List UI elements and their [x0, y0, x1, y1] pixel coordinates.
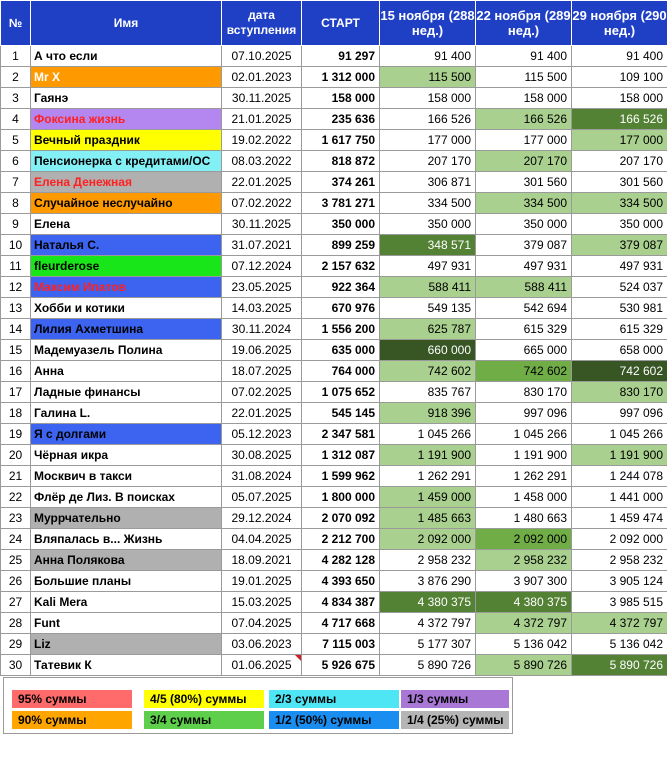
- table-row: [1, 529, 667, 550]
- row-number[interactable]: 4: [1, 109, 31, 130]
- row-number[interactable]: 23: [1, 508, 31, 529]
- participant-name[interactable]: fleurderose: [31, 256, 222, 277]
- row-number[interactable]: 21: [1, 466, 31, 487]
- week-1-value[interactable]: 3 876 290: [380, 571, 476, 592]
- week-2-value[interactable]: 379 087: [476, 235, 572, 256]
- week-3-value[interactable]: 177 000: [572, 130, 667, 151]
- header-week-1[interactable]: 15 ноября (288 нед.): [380, 1, 476, 46]
- start-amount[interactable]: 2 347 581: [302, 424, 380, 445]
- row-number[interactable]: 9: [1, 214, 31, 235]
- week-2-value[interactable]: 665 000: [476, 340, 572, 361]
- row-number[interactable]: 12: [1, 277, 31, 298]
- week-1-value[interactable]: 334 500: [380, 193, 476, 214]
- row-number[interactable]: 24: [1, 529, 31, 550]
- header-row: [1, 1, 667, 46]
- week-3-value[interactable]: 658 000: [572, 340, 667, 361]
- table-row: [1, 214, 667, 235]
- participant-name[interactable]: Я с долгами: [31, 424, 222, 445]
- week-1-value[interactable]: 660 000: [380, 340, 476, 361]
- join-date[interactable]: 30.11.2025: [222, 214, 302, 235]
- participant-name[interactable]: Mr X: [31, 67, 222, 88]
- start-amount[interactable]: 1 800 000: [302, 487, 380, 508]
- week-2-value[interactable]: 177 000: [476, 130, 572, 151]
- participant-name[interactable]: Мадемуазель Полина: [31, 340, 222, 361]
- week-3-value[interactable]: 207 170: [572, 151, 667, 172]
- week-1-value[interactable]: 497 931: [380, 256, 476, 277]
- week-2-value[interactable]: 1 458 000: [476, 487, 572, 508]
- week-1-value[interactable]: 1 459 000: [380, 487, 476, 508]
- start-amount[interactable]: 91 297: [302, 46, 380, 67]
- participant-name[interactable]: Флёр де Лиз. В поисках: [31, 487, 222, 508]
- week-1-value[interactable]: 4 372 797: [380, 613, 476, 634]
- week-3-value[interactable]: 109 100: [572, 67, 667, 88]
- week-1-value[interactable]: 348 571: [380, 235, 476, 256]
- table-row: [1, 319, 667, 340]
- week-2-value[interactable]: 350 000: [476, 214, 572, 235]
- table-row: [1, 382, 667, 403]
- legend-item: 1/4 (25%) суммы: [401, 711, 509, 729]
- start-amount[interactable]: 545 145: [302, 403, 380, 424]
- start-amount[interactable]: 1 312 000: [302, 67, 380, 88]
- participant-name[interactable]: Kali Mera: [31, 592, 222, 613]
- row-number[interactable]: 13: [1, 298, 31, 319]
- legend-item: 1/3 суммы: [401, 690, 509, 708]
- week-1-value[interactable]: 91 400: [380, 46, 476, 67]
- start-amount[interactable]: 3 781 271: [302, 193, 380, 214]
- week-2-value[interactable]: 2 958 232: [476, 550, 572, 571]
- join-date[interactable]: 30.11.2024: [222, 319, 302, 340]
- table-row: [1, 424, 667, 445]
- header-start[interactable]: СТАРТ: [302, 1, 380, 46]
- start-amount[interactable]: 235 636: [302, 109, 380, 130]
- row-number[interactable]: 1: [1, 46, 31, 67]
- start-amount[interactable]: 2 212 700: [302, 529, 380, 550]
- start-amount[interactable]: 4 834 387: [302, 592, 380, 613]
- week-1-value[interactable]: 207 170: [380, 151, 476, 172]
- week-3-value[interactable]: 524 037: [572, 277, 667, 298]
- week-2-value[interactable]: 588 411: [476, 277, 572, 298]
- table-row: [1, 403, 667, 424]
- week-2-value[interactable]: 497 931: [476, 256, 572, 277]
- join-date[interactable]: 01.06.2025: [222, 655, 302, 676]
- week-3-value[interactable]: 334 500: [572, 193, 667, 214]
- join-date[interactable]: 19.02.2022: [222, 130, 302, 151]
- week-2-value[interactable]: 115 500: [476, 67, 572, 88]
- table-row: [1, 130, 667, 151]
- participant-name[interactable]: Гаянэ: [31, 88, 222, 109]
- week-1-value[interactable]: 918 396: [380, 403, 476, 424]
- week-3-value[interactable]: 742 602: [572, 361, 667, 382]
- week-3-value[interactable]: 4 372 797: [572, 613, 667, 634]
- week-1-value[interactable]: 588 411: [380, 277, 476, 298]
- week-3-value[interactable]: 530 981: [572, 298, 667, 319]
- join-date[interactable]: 23.05.2025: [222, 277, 302, 298]
- week-2-value[interactable]: 615 329: [476, 319, 572, 340]
- join-date[interactable]: 30.11.2025: [222, 88, 302, 109]
- table-row: [1, 193, 667, 214]
- row-number[interactable]: 18: [1, 403, 31, 424]
- participant-name[interactable]: Фоксина жизнь: [31, 109, 222, 130]
- start-amount[interactable]: 7 115 003: [302, 634, 380, 655]
- week-1-value[interactable]: 177 000: [380, 130, 476, 151]
- join-date[interactable]: 31.07.2021: [222, 235, 302, 256]
- week-1-value[interactable]: 158 000: [380, 88, 476, 109]
- week-1-value[interactable]: 4 380 375: [380, 592, 476, 613]
- week-3-value[interactable]: 379 087: [572, 235, 667, 256]
- legend-item: 95% суммы: [12, 690, 132, 708]
- start-amount[interactable]: 764 000: [302, 361, 380, 382]
- table-row: [1, 151, 667, 172]
- week-1-value[interactable]: 1 485 663: [380, 508, 476, 529]
- join-date[interactable]: 07.02.2022: [222, 193, 302, 214]
- week-3-value[interactable]: 615 329: [572, 319, 667, 340]
- table-row: [1, 571, 667, 592]
- week-1-value[interactable]: 115 500: [380, 67, 476, 88]
- participant-name[interactable]: Муррчательно: [31, 508, 222, 529]
- header-week-2[interactable]: 22 ноября (289 нед.): [476, 1, 572, 46]
- join-date[interactable]: 30.08.2025: [222, 445, 302, 466]
- legend-item: 3/4 суммы: [144, 711, 264, 729]
- header-name[interactable]: Имя: [31, 1, 222, 46]
- table-row: [1, 172, 667, 193]
- week-2-value[interactable]: 4 372 797: [476, 613, 572, 634]
- week-3-value[interactable]: 166 526: [572, 109, 667, 130]
- participant-name[interactable]: Анна Полякова: [31, 550, 222, 571]
- table-row: [1, 466, 667, 487]
- week-3-value[interactable]: 1 045 266: [572, 424, 667, 445]
- week-1-value[interactable]: 835 767: [380, 382, 476, 403]
- week-1-value[interactable]: 306 871: [380, 172, 476, 193]
- week-3-value[interactable]: 3 985 515: [572, 592, 667, 613]
- table-row: [1, 487, 667, 508]
- week-3-value[interactable]: 2 092 000: [572, 529, 667, 550]
- join-date[interactable]: 15.03.2025: [222, 592, 302, 613]
- participant-name[interactable]: Liz: [31, 634, 222, 655]
- row-number[interactable]: 3: [1, 88, 31, 109]
- header-date[interactable]: дата вступления: [222, 1, 302, 46]
- join-date[interactable]: 22.01.2025: [222, 403, 302, 424]
- participant-name[interactable]: Чёрная икра: [31, 445, 222, 466]
- row-number[interactable]: 16: [1, 361, 31, 382]
- week-3-value[interactable]: 1 191 900: [572, 445, 667, 466]
- participant-name[interactable]: Лилия Ахметшина: [31, 319, 222, 340]
- row-number[interactable]: 14: [1, 319, 31, 340]
- week-2-value[interactable]: 3 907 300: [476, 571, 572, 592]
- participant-name[interactable]: Funt: [31, 613, 222, 634]
- start-amount[interactable]: 635 000: [302, 340, 380, 361]
- week-3-value[interactable]: 497 931: [572, 256, 667, 277]
- join-date[interactable]: 31.08.2024: [222, 466, 302, 487]
- week-2-value[interactable]: 301 560: [476, 172, 572, 193]
- start-amount[interactable]: 1 599 962: [302, 466, 380, 487]
- week-3-value[interactable]: 1 244 078: [572, 466, 667, 487]
- participant-name[interactable]: Татевик К: [31, 655, 222, 676]
- join-date[interactable]: 29.12.2024: [222, 508, 302, 529]
- participant-name[interactable]: Хобби и котики: [31, 298, 222, 319]
- join-date[interactable]: 05.07.2025: [222, 487, 302, 508]
- start-amount[interactable]: 158 000: [302, 88, 380, 109]
- table-row: [1, 655, 667, 676]
- week-1-value[interactable]: 549 135: [380, 298, 476, 319]
- week-2-value[interactable]: 997 096: [476, 403, 572, 424]
- week-2-value[interactable]: 2 092 000: [476, 529, 572, 550]
- start-amount[interactable]: 670 976: [302, 298, 380, 319]
- row-number[interactable]: 27: [1, 592, 31, 613]
- start-amount[interactable]: 4 393 650: [302, 571, 380, 592]
- start-amount[interactable]: 2 157 632: [302, 256, 380, 277]
- join-date[interactable]: 18.07.2025: [222, 361, 302, 382]
- week-1-value[interactable]: 5 177 307: [380, 634, 476, 655]
- week-3-value[interactable]: 1 459 474: [572, 508, 667, 529]
- week-2-value[interactable]: 1 480 663: [476, 508, 572, 529]
- table-row: [1, 46, 667, 67]
- week-1-value[interactable]: 1 262 291: [380, 466, 476, 487]
- week-2-value[interactable]: 542 694: [476, 298, 572, 319]
- row-number[interactable]: 28: [1, 613, 31, 634]
- week-2-value[interactable]: 158 000: [476, 88, 572, 109]
- week-2-value[interactable]: 5 890 726: [476, 655, 572, 676]
- row-number[interactable]: 15: [1, 340, 31, 361]
- join-date[interactable]: 14.03.2025: [222, 298, 302, 319]
- week-2-value[interactable]: 334 500: [476, 193, 572, 214]
- row-number[interactable]: 17: [1, 382, 31, 403]
- participant-name[interactable]: Случайное неслучайно: [31, 193, 222, 214]
- row-number[interactable]: 29: [1, 634, 31, 655]
- table-row: [1, 361, 667, 382]
- table-row: [1, 340, 667, 361]
- row-number[interactable]: 22: [1, 487, 31, 508]
- join-date[interactable]: 07.04.2025: [222, 613, 302, 634]
- join-date[interactable]: 21.01.2025: [222, 109, 302, 130]
- week-2-value[interactable]: 5 136 042: [476, 634, 572, 655]
- legend-item: 4/5 (80%) суммы: [144, 690, 264, 708]
- start-amount[interactable]: 1 617 750: [302, 130, 380, 151]
- join-date[interactable]: 18.09.2021: [222, 550, 302, 571]
- row-number[interactable]: 26: [1, 571, 31, 592]
- start-amount[interactable]: 899 259: [302, 235, 380, 256]
- week-3-value[interactable]: 350 000: [572, 214, 667, 235]
- join-date[interactable]: 19.01.2025: [222, 571, 302, 592]
- week-2-value[interactable]: 4 380 375: [476, 592, 572, 613]
- color-legend: [3, 677, 513, 734]
- table-row: [1, 235, 667, 256]
- join-date[interactable]: 07.12.2024: [222, 256, 302, 277]
- participant-name[interactable]: Большие планы: [31, 571, 222, 592]
- week-2-value[interactable]: 91 400: [476, 46, 572, 67]
- participant-name[interactable]: Вечный праздник: [31, 130, 222, 151]
- row-number[interactable]: 19: [1, 424, 31, 445]
- week-3-value[interactable]: 997 096: [572, 403, 667, 424]
- week-1-value[interactable]: 2 092 000: [380, 529, 476, 550]
- week-1-value[interactable]: 350 000: [380, 214, 476, 235]
- start-amount[interactable]: 2 070 092: [302, 508, 380, 529]
- week-3-value[interactable]: 5 890 726: [572, 655, 667, 676]
- participant-name[interactable]: Елена Денежная: [31, 172, 222, 193]
- header-num[interactable]: №: [1, 1, 31, 46]
- week-1-value[interactable]: 625 787: [380, 319, 476, 340]
- participant-name[interactable]: Наталья С.: [31, 235, 222, 256]
- start-amount[interactable]: 4 717 668: [302, 613, 380, 634]
- week-3-value[interactable]: 830 170: [572, 382, 667, 403]
- row-number[interactable]: 25: [1, 550, 31, 571]
- week-1-value[interactable]: 1 191 900: [380, 445, 476, 466]
- participant-name[interactable]: Максим Ипатов: [31, 277, 222, 298]
- join-date[interactable]: 07.10.2025: [222, 46, 302, 67]
- join-date[interactable]: 02.01.2023: [222, 67, 302, 88]
- row-number[interactable]: 2: [1, 67, 31, 88]
- week-3-value[interactable]: 91 400: [572, 46, 667, 67]
- table-row: [1, 634, 667, 655]
- week-3-value[interactable]: 301 560: [572, 172, 667, 193]
- participant-name[interactable]: А что если: [31, 46, 222, 67]
- week-2-value[interactable]: 1 191 900: [476, 445, 572, 466]
- row-number[interactable]: 5: [1, 130, 31, 151]
- row-number[interactable]: 7: [1, 172, 31, 193]
- week-2-value[interactable]: 207 170: [476, 151, 572, 172]
- start-amount[interactable]: 4 282 128: [302, 550, 380, 571]
- week-3-value[interactable]: 5 136 042: [572, 634, 667, 655]
- legend-item: 1/2 (50%) суммы: [269, 711, 399, 729]
- row-number[interactable]: 11: [1, 256, 31, 277]
- start-amount[interactable]: 1 556 200: [302, 319, 380, 340]
- table-row: [1, 277, 667, 298]
- join-date[interactable]: 08.03.2022: [222, 151, 302, 172]
- table-row: [1, 508, 667, 529]
- join-date[interactable]: 03.06.2023: [222, 634, 302, 655]
- week-3-value[interactable]: 158 000: [572, 88, 667, 109]
- participant-name[interactable]: Елена: [31, 214, 222, 235]
- join-date[interactable]: 19.06.2025: [222, 340, 302, 361]
- participant-name[interactable]: Ладные финансы: [31, 382, 222, 403]
- week-3-value[interactable]: 2 958 232: [572, 550, 667, 571]
- participant-name[interactable]: Вляпалась в... Жизнь: [31, 529, 222, 550]
- row-number[interactable]: 6: [1, 151, 31, 172]
- table-row: [1, 613, 667, 634]
- week-2-value[interactable]: 742 602: [476, 361, 572, 382]
- legend-item: 2/3 суммы: [269, 690, 399, 708]
- participant-name[interactable]: Москвич в такси: [31, 466, 222, 487]
- table-row: [1, 109, 667, 130]
- week-1-value[interactable]: 1 045 266: [380, 424, 476, 445]
- table-row: [1, 445, 667, 466]
- table-row: [1, 67, 667, 88]
- week-3-value[interactable]: 1 441 000: [572, 487, 667, 508]
- start-amount[interactable]: 374 261: [302, 172, 380, 193]
- week-1-value[interactable]: 5 890 726: [380, 655, 476, 676]
- row-number[interactable]: 8: [1, 193, 31, 214]
- table-row: [1, 88, 667, 109]
- legend-item: 90% суммы: [12, 711, 132, 729]
- week-1-value[interactable]: 166 526: [380, 109, 476, 130]
- start-amount[interactable]: 1 075 652: [302, 382, 380, 403]
- join-date[interactable]: 04.04.2025: [222, 529, 302, 550]
- participant-name[interactable]: Пенсионерка с кредитами/ОС: [31, 151, 222, 172]
- start-amount[interactable]: 5 926 675: [302, 655, 380, 676]
- start-amount[interactable]: 350 000: [302, 214, 380, 235]
- row-number[interactable]: 10: [1, 235, 31, 256]
- row-number[interactable]: 20: [1, 445, 31, 466]
- row-number[interactable]: 30: [1, 655, 31, 676]
- week-2-value[interactable]: 1 262 291: [476, 466, 572, 487]
- week-1-value[interactable]: 2 958 232: [380, 550, 476, 571]
- start-amount[interactable]: 1 312 087: [302, 445, 380, 466]
- join-date[interactable]: 22.01.2025: [222, 172, 302, 193]
- table-row: [1, 550, 667, 571]
- week-2-value[interactable]: 1 045 266: [476, 424, 572, 445]
- participant-name[interactable]: Галина L.: [31, 403, 222, 424]
- week-1-value[interactable]: 742 602: [380, 361, 476, 382]
- table-row: [1, 592, 667, 613]
- week-2-value[interactable]: 830 170: [476, 382, 572, 403]
- table-row: [1, 298, 667, 319]
- week-3-value[interactable]: 3 905 124: [572, 571, 667, 592]
- join-date[interactable]: 07.02.2025: [222, 382, 302, 403]
- week-2-value[interactable]: 166 526: [476, 109, 572, 130]
- participant-name[interactable]: Анна: [31, 361, 222, 382]
- start-amount[interactable]: 922 364: [302, 277, 380, 298]
- join-date[interactable]: 05.12.2023: [222, 424, 302, 445]
- table-row: [1, 256, 667, 277]
- start-amount[interactable]: 818 872: [302, 151, 380, 172]
- header-week-3[interactable]: 29 ноября (290 нед.): [572, 1, 667, 46]
